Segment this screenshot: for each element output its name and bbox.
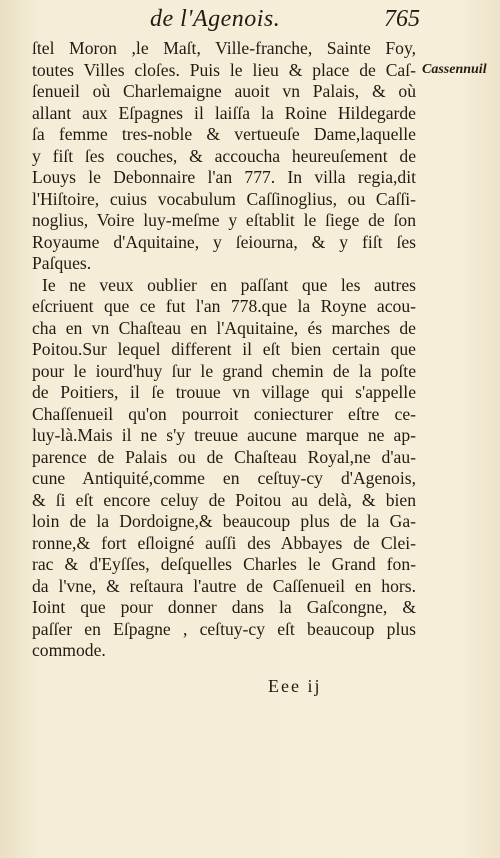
text-line: loin de la Dordoigne,& beaucoup plus de la Ga- bbox=[32, 511, 416, 531]
text-line: Louys le Debonnaire l'an 777. In villa regia,dit bbox=[32, 167, 416, 187]
text-line: pour le iourd'huy ſur le grand chemin de la poſte bbox=[32, 360, 416, 381]
text-line: paſſer en Eſpagne , ceſtuy-cy eſt beaucoup plus bbox=[32, 618, 416, 639]
body-text bbox=[32, 38, 416, 662]
text-line: Ioint que pour donner dans la Gaſcongne, & bbox=[32, 597, 416, 617]
text-line: noglius, Voire luy-meſme y eſtablit le ſiege de ſon bbox=[32, 210, 416, 230]
running-head bbox=[150, 6, 420, 36]
text-line: cune Antiquité,comme en ceſtuy-cy d'Agenois, bbox=[32, 468, 416, 488]
text-line: Chaſſenueil qu'on pourroit coniecturer eſtre ce- bbox=[32, 403, 416, 424]
page-number: 765 bbox=[384, 6, 420, 32]
text-line: & ſi eſt encore celuy de Poitou au delà, & bien bbox=[32, 489, 416, 510]
text-line: cha en vn Chaſteau en l'Aquitaine, és marches de bbox=[32, 317, 416, 338]
running-head-title: de l'Agenois. bbox=[150, 6, 281, 32]
text-line: de Poitiers, il ſe trouue vn village qui s'appelle bbox=[32, 382, 416, 402]
margin-note: Cassennuil bbox=[422, 62, 487, 77]
text-line: parence de Palais ou de Chaſteau Royal,ne d'au- bbox=[32, 446, 416, 467]
text-line: ſtel Moron ,le Maſt, Ville-franche, Sainte Foy, bbox=[32, 38, 416, 58]
text-line: l'Hiſtoire, cuius vocabulum Caſſinoglius, ou Caſſi- bbox=[32, 188, 416, 209]
text-line: Ie ne veux oublier en paſſant que les autres bbox=[42, 274, 416, 295]
text-line: eſcriuent que ce fut l'an 778.que la Royne acou- bbox=[32, 296, 416, 316]
text-line: ſenueil où Charlemaigne auoit vn Palais, & où bbox=[32, 81, 416, 101]
text-line: y fiſt ſes couches, & accoucha heureuſement de bbox=[32, 145, 416, 166]
text-line: da l'vne, & reſtaura l'autre de Caſſenueil en hors. bbox=[32, 575, 416, 596]
text-line: ſa femme tres-noble & vertueuſe Dame,laquelle bbox=[32, 124, 416, 144]
text-line: rac & d'Eyſſes, deſquelles Charles le Grand fon- bbox=[32, 554, 416, 574]
text-line: Poitou.Sur lequel different il eſt bien certain que bbox=[32, 339, 416, 359]
signature-mark: Eee ij bbox=[268, 676, 322, 696]
text-line: ronne,& fort eſloigné auſſi des Abbayes de Clei- bbox=[32, 532, 416, 553]
text-line: luy-là.Mais il ne s'y treuue aucune marque ne ap- bbox=[32, 425, 416, 445]
text-line: toutes Villes cloſes. Puis le lieu & place de Caſ- bbox=[32, 59, 416, 80]
text-line: allant aux Eſpagnes il laiſſa la Roine Hildegarde bbox=[32, 102, 416, 123]
text-line: Royaume d'Aquitaine, y ſeiourna, & y fiſt ſes bbox=[32, 231, 416, 252]
text-line: commode. bbox=[32, 640, 106, 660]
text-line: Paſques. bbox=[32, 253, 92, 273]
